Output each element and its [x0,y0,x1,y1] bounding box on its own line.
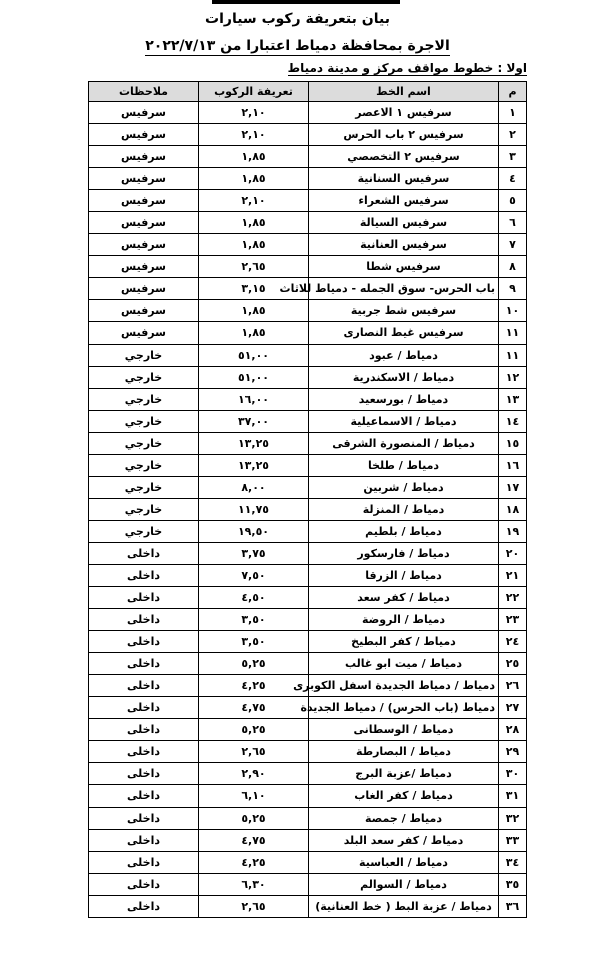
row-number-cell: ١٤ [499,410,527,432]
notes-cell: سرفيس [89,300,199,322]
notes-cell: داخلى [89,829,199,851]
document-title: بيان بتعريفة ركوب سيارات [205,11,390,27]
fare-cell: ٣,٥٠ [199,609,309,631]
fare-cell: ٥١,٠٠ [199,366,309,388]
row-number-cell: ٥ [499,190,527,212]
notes-cell: سرفيس [89,146,199,168]
line-name-cell: دمياط / البصارطة [309,741,499,763]
table-row [89,300,527,322]
row-number-cell: ٢٧ [499,697,527,719]
notes-cell: سرفيس [89,234,199,256]
line-name-cell: سرفيس شطا [309,256,499,278]
fare-cell: ٥,٢٥ [199,807,309,829]
table-row [89,476,527,498]
notes-cell: داخلى [89,895,199,917]
fare-cell: ٤,٧٥ [199,697,309,719]
table-row [89,146,527,168]
notes-cell: خارجي [89,432,199,454]
fare-cell: ٢,٦٥ [199,895,309,917]
section-heading-text: اولا : خطوط مواقف مركز و مدينة دمياط [287,61,527,75]
top-rule [212,0,400,4]
row-number-cell: ٢٦ [499,675,527,697]
row-number-cell: ٣٢ [499,807,527,829]
line-name-cell: دمياط / الاسكندرية [309,366,499,388]
table-row [89,454,527,476]
table-header-row [89,82,527,102]
row-number-cell: ١٣ [499,388,527,410]
notes-cell: داخلى [89,653,199,675]
row-number-cell: ١٩ [499,520,527,542]
table-row [89,719,527,741]
table-row [89,829,527,851]
table-row [89,322,527,344]
row-number-cell: ٢٥ [499,653,527,675]
row-number-cell: ٩ [499,278,527,300]
row-number-cell: ٢٩ [499,741,527,763]
table-row [89,388,527,410]
line-name-cell: سرفيس السيالة [309,212,499,234]
fare-cell: ٢,١٠ [199,102,309,124]
notes-cell: داخلى [89,873,199,895]
fare-cell: ٤,٢٥ [199,851,309,873]
row-number-cell: ٣١ [499,785,527,807]
row-number-cell: ٦ [499,212,527,234]
table-row [89,631,527,653]
line-name-cell: دمياط / الاسماعيلية [309,410,499,432]
table-row [89,366,527,388]
table-row [89,520,527,542]
notes-cell: داخلى [89,763,199,785]
column-header-number: م [499,82,527,102]
fare-cell: ٦,١٠ [199,785,309,807]
row-number-cell: ٣ [499,146,527,168]
notes-cell: داخلى [89,719,199,741]
fare-cell: ١,٨٥ [199,212,309,234]
fare-cell: ١٣,٢٥ [199,432,309,454]
notes-cell: خارجي [89,454,199,476]
line-name-cell: دمياط / كفر سعد البلد [309,829,499,851]
fare-cell: ٤,٧٥ [199,829,309,851]
table-row [89,168,527,190]
table-row [89,785,527,807]
line-name-cell: دمياط / العباسية [309,851,499,873]
notes-cell: سرفيس [89,278,199,300]
notes-cell: داخلى [89,851,199,873]
line-name-cell: دمياط / المنزلة [309,498,499,520]
fare-cell: ٦,٣٠ [199,873,309,895]
table-row [89,212,527,234]
line-name-cell: دمياط / شربين [309,476,499,498]
line-name-cell: دمياط / دمياط الجديدة اسفل الكوبرى [309,675,499,697]
row-number-cell: ٣٦ [499,895,527,917]
row-number-cell: ٢٣ [499,609,527,631]
row-number-cell: ١ [499,102,527,124]
line-name-cell: دمياط / بلطيم [309,520,499,542]
line-name-cell: دمياط / الروضة [309,609,499,631]
row-number-cell: ١٥ [499,432,527,454]
table-row [89,344,527,366]
line-name-cell: دمياط / بورسعيد [309,388,499,410]
notes-cell: سرفيس [89,212,199,234]
line-name-cell: دمياط / كفر سعد [309,587,499,609]
table-row [89,278,527,300]
row-number-cell: ١٢ [499,366,527,388]
fares-table-body [89,102,527,918]
row-number-cell: ١٧ [499,476,527,498]
line-name-cell: دمياط / فارسكور [309,542,499,564]
notes-cell: سرفيس [89,256,199,278]
row-number-cell: ٤ [499,168,527,190]
column-header-line-name: اسم الخط [309,82,499,102]
notes-cell: سرفيس [89,190,199,212]
row-number-cell: ٣٠ [499,763,527,785]
table-row [89,234,527,256]
line-name-cell: دمياط / عبود [309,344,499,366]
table-row [89,498,527,520]
notes-cell: داخلى [89,785,199,807]
fare-cell: ٨,٠٠ [199,476,309,498]
line-name-cell: دمياط / جمصة [309,807,499,829]
column-header-fare: تعريفة الركوب [199,82,309,102]
table-row [89,873,527,895]
fare-cell: ٢,١٠ [199,190,309,212]
fare-cell: ٢,٦٥ [199,741,309,763]
line-name-cell: دمياط / الوسطانى [309,719,499,741]
fare-cell: ٢,٩٠ [199,763,309,785]
row-number-cell: ٢٨ [499,719,527,741]
table-row [89,851,527,873]
row-number-cell: ١٦ [499,454,527,476]
fare-cell: ٣,٥٠ [199,631,309,653]
line-name-cell: دمياط / طلخا [309,454,499,476]
fare-cell: ٣,٧٥ [199,542,309,564]
row-number-cell: ٧ [499,234,527,256]
row-number-cell: ٢٠ [499,542,527,564]
notes-cell: داخلى [89,631,199,653]
notes-cell: داخلى [89,587,199,609]
line-name-cell: سرفيس ٢ باب الحرس [309,124,499,146]
line-name-cell: باب الحرس- سوق الجمله - دمياط للاثاث [309,278,499,300]
fare-cell: ٧,٥٠ [199,564,309,586]
notes-cell: خارجي [89,366,199,388]
fare-cell: ٢,٦٥ [199,256,309,278]
row-number-cell: ١٨ [499,498,527,520]
fare-cell: ١,٨٥ [199,168,309,190]
table-row [89,190,527,212]
table-row [89,609,527,631]
row-number-cell: ٢٤ [499,631,527,653]
notes-cell: داخلى [89,697,199,719]
notes-cell: داخلى [89,542,199,564]
fare-cell: ١٩,٥٠ [199,520,309,542]
notes-cell: سرفيس [89,102,199,124]
line-name-cell: سرفيس ٢ التخصصي [309,146,499,168]
section-heading [288,60,527,76]
table-row [89,564,527,586]
line-name-cell: دمياط / عزبة البط ( خط العنانية) [309,895,499,917]
line-name-cell: سرفيس الشعراء [309,190,499,212]
fare-cell: ١١,٧٥ [199,498,309,520]
notes-cell: داخلى [89,675,199,697]
table-row [89,895,527,917]
notes-cell: خارجي [89,388,199,410]
notes-cell: داخلى [89,741,199,763]
line-name-cell: دمياط / السوالم [309,873,499,895]
row-number-cell: ٢ [499,124,527,146]
notes-cell: سرفيس [89,322,199,344]
fare-cell: ٤,٢٥ [199,675,309,697]
table-row [89,741,527,763]
line-name-cell: سرفيس العنانية [309,234,499,256]
row-number-cell: ١١ [499,344,527,366]
notes-cell: داخلى [89,564,199,586]
notes-cell: خارجي [89,498,199,520]
notes-cell: داخلى [89,807,199,829]
row-number-cell: ٣٣ [499,829,527,851]
fares-table [88,81,527,918]
document-subtitle [0,37,595,55]
fare-cell: ١٣,٢٥ [199,454,309,476]
table-row [89,410,527,432]
table-row [89,256,527,278]
notes-cell: داخلى [89,609,199,631]
table-row [89,124,527,146]
row-number-cell: ٨ [499,256,527,278]
fare-cell: ٤,٥٠ [199,587,309,609]
line-name-cell: دمياط /عزبة البرج [309,763,499,785]
table-row [89,432,527,454]
notes-cell: سرفيس [89,168,199,190]
fare-cell: ١,٨٥ [199,146,309,168]
line-name-cell: دمياط / كفر البطيخ [309,631,499,653]
line-name-cell: سرفيس السنانية [309,168,499,190]
row-number-cell: ١٠ [499,300,527,322]
fare-cell: ٥١,٠٠ [199,344,309,366]
line-name-cell: سرفيس غيط النصارى [309,322,499,344]
line-name-cell: دمياط (باب الحرس) / دمياط الجديدة [309,697,499,719]
line-name-cell: سرفيس شط جربية [309,300,499,322]
row-number-cell: ١١ [499,322,527,344]
row-number-cell: ٢٢ [499,587,527,609]
notes-cell: خارجي [89,520,199,542]
notes-cell: خارجي [89,344,199,366]
notes-cell: سرفيس [89,124,199,146]
fare-cell: ٥,٢٥ [199,653,309,675]
fare-cell: ٥,٢٥ [199,719,309,741]
notes-cell: خارجي [89,410,199,432]
fare-cell: ٢,١٠ [199,124,309,146]
document-subtitle-text: الاجرة بمحافظة دمياط اعتبارا من ٢٠٢٢/٧/١٣ [145,38,450,54]
table-row [89,697,527,719]
column-header-notes: ملاحظات [89,82,199,102]
table-row [89,102,527,124]
table-row [89,587,527,609]
row-number-cell: ٣٥ [499,873,527,895]
row-number-cell: ٢١ [499,564,527,586]
fare-cell: ١,٨٥ [199,322,309,344]
line-name-cell: دمياط / كفر الغاب [309,785,499,807]
row-number-cell: ٣٤ [499,851,527,873]
table-row [89,763,527,785]
fare-cell: ١٦,٠٠ [199,388,309,410]
line-name-cell: دمياط / ميت ابو غالب [309,653,499,675]
table-row [89,675,527,697]
notes-cell: خارجي [89,476,199,498]
line-name-cell: دمياط / المنصورة الشرقى [309,432,499,454]
fare-cell: ١,٨٥ [199,234,309,256]
line-name-cell: سرفيس ١ الاعصر [309,102,499,124]
table-row [89,653,527,675]
table-row [89,542,527,564]
fare-cell: ١,٨٥ [199,300,309,322]
table-row [89,807,527,829]
line-name-cell: دمياط / الزرقا [309,564,499,586]
fare-cell: ٣,١٥ [199,278,309,300]
fare-cell: ٣٧,٠٠ [199,410,309,432]
